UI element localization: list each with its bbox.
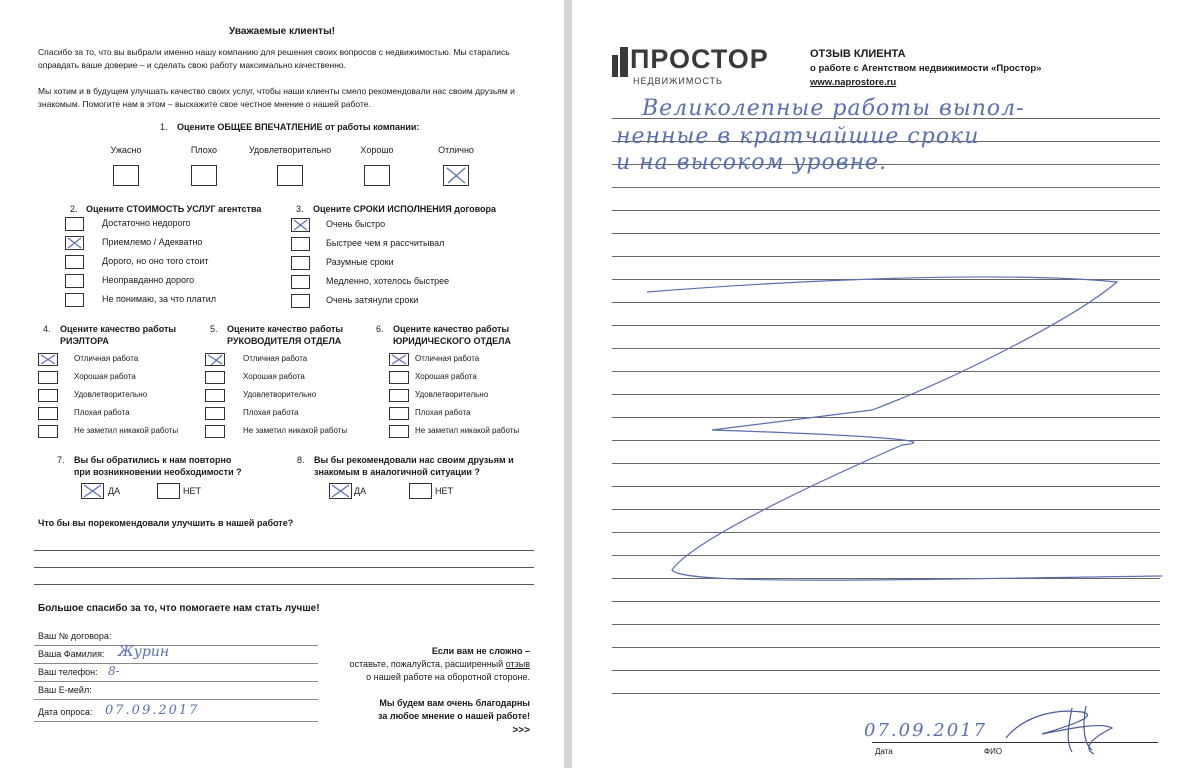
q3-title: Оцените СРОКИ ИСПОЛНЕНИЯ договора	[313, 204, 496, 214]
q3-option: Быстрее чем я рассчитывал	[326, 238, 445, 248]
q6-option: Не заметил никакой работы	[415, 426, 520, 435]
q3-checkbox[interactable]	[291, 275, 310, 289]
logo-text: ПРОСТОР	[630, 44, 769, 74]
q1-checkbox-checked[interactable]	[443, 165, 469, 186]
q6-checkbox[interactable]	[389, 407, 409, 420]
q8-title: Вы бы рекомендовали нас своим друзьям и	[314, 455, 514, 465]
q2-checkbox-checked[interactable]	[65, 236, 84, 250]
q1-option-label: Отлично	[438, 145, 474, 155]
q8-yes-checkbox-checked[interactable]	[329, 483, 352, 499]
logo-subtitle: НЕДВИЖИМОСТЬ	[633, 76, 723, 86]
next-page-arrows[interactable]: >>>	[512, 725, 530, 736]
q5-checkbox-checked[interactable]	[205, 353, 225, 366]
q4-checkbox[interactable]	[38, 371, 58, 384]
review-heading: ОТЗЫВ КЛИЕНТА	[810, 48, 906, 60]
callout-line-5: за любое мнение о нашей работе!	[377, 711, 530, 721]
review-date-value: 07.09.2017	[864, 720, 988, 741]
q3-checkbox[interactable]	[291, 256, 310, 270]
q6-option: Плохая работа	[415, 408, 471, 417]
survey-title: Уважаемые клиенты!	[229, 26, 335, 37]
q7-yes-label: ДА	[108, 486, 121, 496]
callout-line-1: Если вам не сложно –	[431, 646, 530, 656]
q4-checkbox[interactable]	[38, 389, 58, 402]
q2-option: Не понимаю, за что платил	[102, 294, 217, 304]
q5-option: Отличная работа	[243, 354, 308, 363]
q6-option: Хорошая работа	[415, 372, 477, 381]
check-mark-icon	[390, 354, 408, 365]
date-label: Дата опроса:	[38, 707, 93, 717]
q3-checkbox[interactable]	[291, 294, 310, 308]
review-text-line: и на высоком уровне.	[616, 150, 888, 175]
review-text-line: Великолепные работы выпол-	[642, 96, 1025, 121]
q2-option: Неоправданно дорого	[102, 275, 195, 285]
q1-option-label: Хорошо	[360, 145, 394, 155]
q5-checkbox[interactable]	[205, 389, 225, 402]
q4-number: 4.	[43, 324, 51, 334]
surname-value[interactable]: Журин	[118, 644, 170, 660]
review-link[interactable]: отзыв	[505, 659, 530, 669]
q6-number: 6.	[376, 324, 384, 334]
q6-checkbox[interactable]	[389, 425, 409, 438]
q1-option-label: Плохо	[190, 145, 218, 155]
q8-subtitle: знакомым в аналогичной ситуации ?	[314, 467, 480, 477]
q6-checkbox[interactable]	[389, 389, 409, 402]
q3-option: Очень затянули сроки	[326, 295, 419, 305]
q5-option: Плохая работа	[243, 408, 299, 417]
q7-no-checkbox[interactable]	[157, 483, 180, 499]
answer-line[interactable]	[34, 550, 534, 551]
q3-option: Медленно, хотелось быстрее	[326, 276, 450, 286]
check-mark-icon	[330, 484, 351, 498]
q8-number: 8.	[297, 455, 305, 465]
q1-title: Оцените ОБЩЕЕ ВПЕЧАТЛЕНИЕ от работы компании:	[177, 122, 420, 132]
thanks-text: Большое спасибо за то, что помогаете нам стать лучше!	[38, 603, 320, 614]
q6-option: Удовлетворительно	[415, 390, 489, 399]
check-mark-icon	[66, 237, 83, 249]
q3-checkbox-checked[interactable]	[291, 218, 310, 232]
q2-checkbox[interactable]	[65, 255, 84, 269]
q4-option: Плохая работа	[74, 408, 130, 417]
check-mark-icon	[82, 484, 103, 498]
q5-checkbox[interactable]	[205, 407, 225, 420]
field-line	[34, 699, 318, 700]
callout-line-3: о нашей работе на оборотной стороне.	[366, 672, 530, 682]
q4-checkbox[interactable]	[38, 407, 58, 420]
field-line	[34, 681, 318, 682]
q4-option: Хорошая работа	[74, 372, 136, 381]
q1-checkbox[interactable]	[113, 165, 139, 186]
q2-option: Достаточно недорого	[102, 218, 191, 228]
name-caption: ФИО	[984, 747, 1003, 756]
callout-line-2-text: оставьте, пожалуйста, расширенный	[349, 659, 506, 669]
improve-question: Что бы вы порекомендовали улучшить в нашей работе?	[38, 518, 294, 528]
q5-option: Хорошая работа	[243, 372, 305, 381]
q2-checkbox[interactable]	[65, 274, 84, 288]
q7-number: 7.	[57, 455, 65, 465]
email-label: Ваш Е-мейл:	[38, 685, 92, 695]
q1-option-label: Ужасно	[110, 145, 142, 155]
q5-subtitle: РУКОВОДИТЕЛЯ ОТДЕЛА	[227, 336, 342, 346]
q4-title: Оцените качество работы	[60, 324, 177, 334]
field-line	[34, 645, 318, 646]
answer-line[interactable]	[34, 584, 534, 585]
check-mark-icon	[292, 219, 309, 231]
q6-option: Отличная работа	[415, 354, 480, 363]
callout-line-4: Мы будем вам очень благодарны	[379, 698, 530, 708]
q1-option-label: Удовлетворительно	[248, 145, 332, 155]
review-page	[572, 0, 1196, 768]
q4-option: Удовлетворительно	[74, 390, 148, 399]
q1-checkbox[interactable]	[364, 165, 390, 186]
intro-paragraph-2: Мы хотим и в будущем улучшать качество своих услуг, чтобы наши клиенты смело рекомендовали нас своим друзьям и знакомым. Помогите нам в этом – выскажите свое честное мнение о нашей работе.	[38, 86, 515, 109]
q4-checkbox-checked[interactable]	[38, 353, 58, 366]
q3-checkbox[interactable]	[291, 237, 310, 251]
q5-title: Оцените качество работы	[227, 324, 344, 334]
date-caption: Дата	[875, 747, 893, 756]
q8-no-checkbox[interactable]	[409, 483, 432, 499]
q8-yes-label: ДА	[354, 486, 367, 496]
q3-option: Очень быстро	[326, 219, 386, 229]
signature-image	[1002, 698, 1122, 758]
check-mark-icon	[206, 354, 224, 365]
q8-no-label: НЕТ	[435, 486, 453, 496]
q7-yes-checkbox-checked[interactable]	[81, 483, 104, 499]
check-mark-icon	[444, 166, 468, 185]
q1-number: 1.	[160, 122, 168, 132]
q5-option: Удовлетворительно	[243, 390, 317, 399]
answer-line[interactable]	[34, 567, 534, 568]
q4-checkbox[interactable]	[38, 425, 58, 438]
q4-option: Не заметил никакой работы	[74, 426, 179, 435]
field-line	[34, 663, 318, 664]
review-subheading: о работе с Агентством недвижимости «Простор»	[810, 63, 1042, 74]
field-line	[34, 721, 318, 722]
q7-subtitle: при возникновении необходимости ?	[74, 467, 242, 477]
q1-checkbox[interactable]	[277, 165, 303, 186]
phone-value[interactable]: 8-	[108, 664, 120, 678]
q5-option: Не заметил никакой работы	[243, 426, 348, 435]
q6-checkbox[interactable]	[389, 371, 409, 384]
q6-checkbox-checked[interactable]	[389, 353, 409, 366]
q2-title: Оцените СТОИМОСТЬ УСЛУГ агентства	[86, 204, 262, 214]
q7-title: Вы бы обратились к нам повторно	[74, 455, 232, 465]
surname-label: Ваша Фамилия:	[38, 649, 105, 659]
survey-page	[0, 0, 564, 768]
q2-option: Дорого, но оно того стоит	[102, 256, 209, 266]
q6-subtitle: ЮРИДИЧЕСКОГО ОТДЕЛА	[393, 336, 511, 346]
q3-number: 3.	[296, 204, 304, 214]
q3-option: Разумные сроки	[326, 257, 394, 267]
q2-option: Приемлемо / Адекватно	[102, 237, 203, 247]
contract-label: Ваш № договора:	[38, 631, 112, 641]
q1-checkbox[interactable]	[191, 165, 217, 186]
q5-number: 5.	[210, 324, 218, 334]
q5-checkbox[interactable]	[205, 371, 225, 384]
review-text-line: ненные в кратчайшие сроки	[616, 124, 980, 149]
q2-number: 2.	[70, 204, 78, 214]
q2-checkbox[interactable]	[65, 217, 84, 231]
z-strike-mark	[572, 0, 1196, 768]
q5-checkbox[interactable]	[205, 425, 225, 438]
q4-subtitle: РИЭЛТОРА	[60, 336, 109, 346]
check-mark-icon	[39, 354, 57, 365]
callout-line-2	[300, 659, 530, 669]
date-value[interactable]: 07.09.2017	[105, 703, 200, 718]
q4-option: Отличная работа	[74, 354, 139, 363]
phone-label: Ваш телефон:	[38, 667, 98, 677]
date-line	[872, 742, 982, 743]
q6-title: Оцените качество работы	[393, 324, 510, 334]
intro-paragraph-1: Спасибо за то, что вы выбрали именно нашу компанию для решения своих вопросов с недвижимостью. Мы старались оправдать ваше доверие – и сделать свою работу максимально качественно.	[38, 47, 510, 70]
q7-no-label: НЕТ	[183, 486, 201, 496]
page-divider	[564, 0, 572, 768]
website-link[interactable]: www.naprostore.ru	[810, 77, 897, 88]
q2-checkbox[interactable]	[65, 293, 84, 307]
